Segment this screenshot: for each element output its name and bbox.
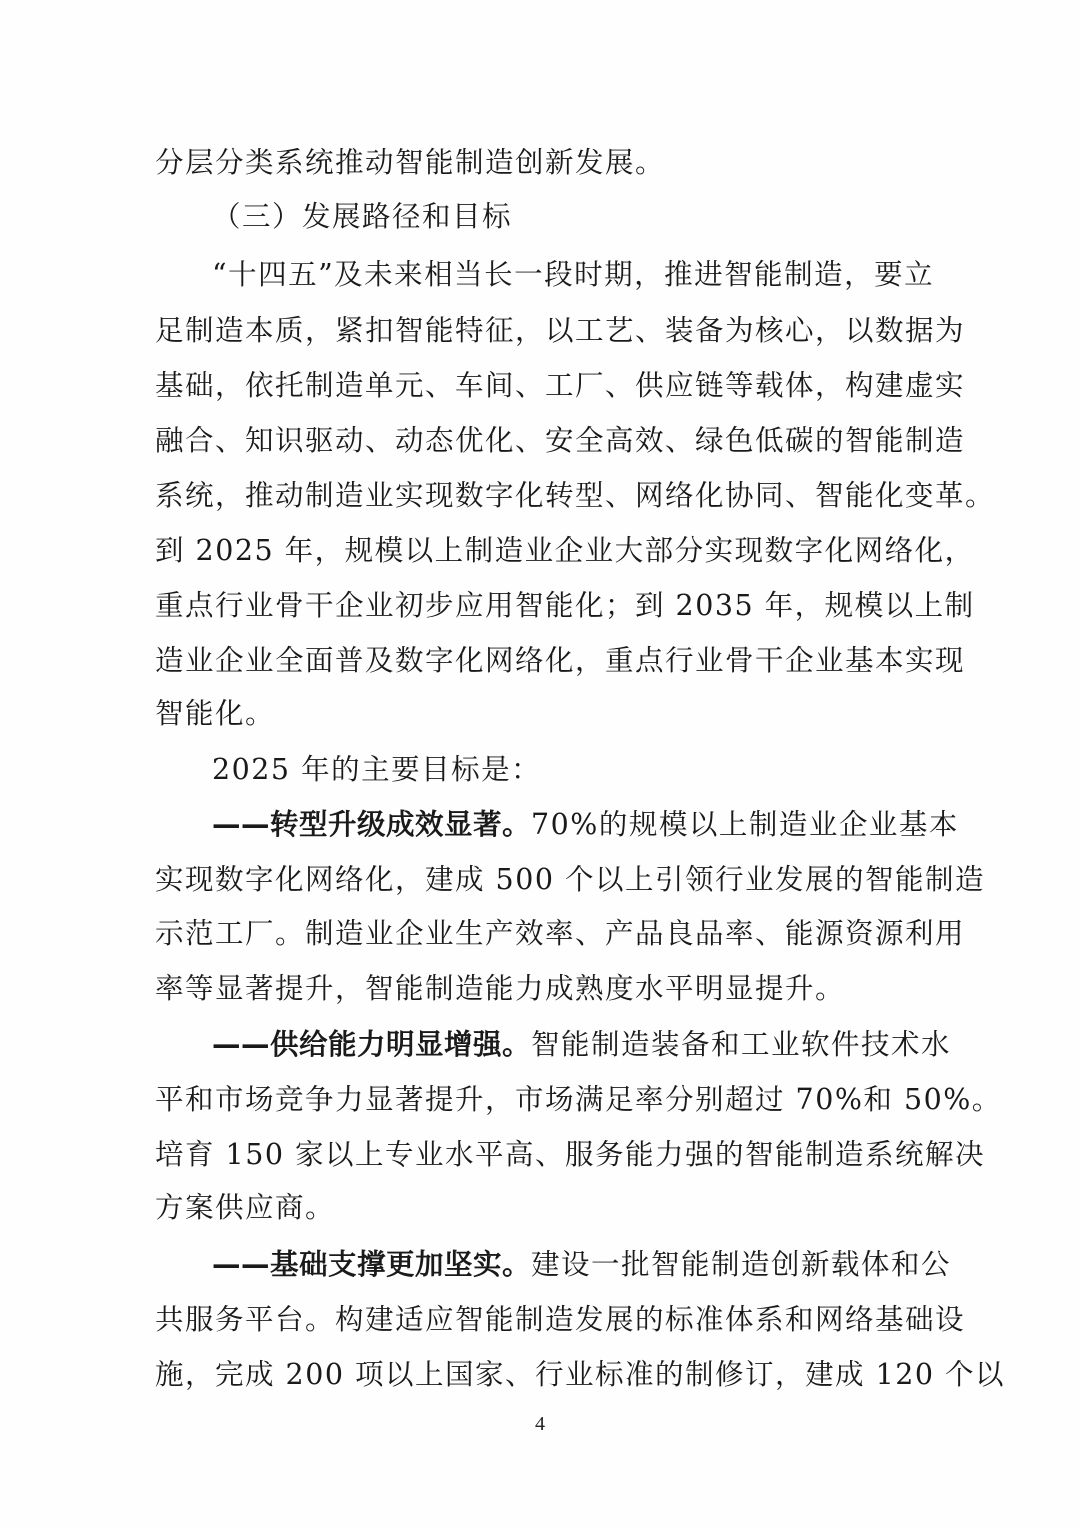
paragraph-line: 造业企业全面普及数字化网络化，重点行业骨干企业基本实现 (155, 644, 966, 677)
paragraph-line: 分层分类系统推动智能制造创新发展。 (155, 146, 666, 179)
paragraph-line: 融合、知识驱动、动态优化、安全高效、绿色低碳的智能制造 (155, 424, 966, 457)
paragraph-line: 基础，依托制造单元、车间、工厂、供应链等载体，构建虚实 (155, 369, 966, 402)
goal-1-title: ——转型升级成效显著。 (212, 808, 532, 841)
goal-1-line (212, 805, 959, 845)
goal-3-title: ——基础支撑更加坚实。 (212, 1248, 532, 1281)
paragraph-line: 实现数字化网络化，建成 500 个以上引领行业发展的智能制造 (155, 863, 986, 896)
goal-3-line (212, 1245, 952, 1285)
goal-2-text: 智能制造装备和工业软件技术水 (531, 1028, 952, 1061)
paragraph-line: 足制造本质，紧扣智能特征，以工艺、装备为核心，以数据为 (155, 314, 966, 347)
section-heading: （三）发展路径和目标 (212, 200, 513, 233)
paragraph-line: 智能化。 (155, 697, 276, 730)
paragraph-line: 率等显著提升，智能制造能力成熟度水平明显提升。 (155, 972, 846, 1005)
goal-2-title: ——供给能力明显增强。 (212, 1028, 532, 1061)
paragraph-line: “十四五”及未来相当长一段时期，推进智能制造，要立 (212, 258, 935, 291)
page-number: 4 (535, 1413, 545, 1435)
goals-intro: 2025 年的主要目标是： (212, 753, 542, 786)
goal-3-text: 建设一批智能制造创新载体和公 (531, 1248, 952, 1281)
paragraph-line: 示范工厂。制造业企业生产效率、产品良品率、能源资源利用 (155, 917, 966, 950)
paragraph-line: 到 2025 年，规模以上制造业企业大部分实现数字化网络化， (155, 534, 975, 567)
goal-2-line (212, 1025, 952, 1065)
paragraph-line: 施，完成 200 项以上国家、行业标准的制修订，建成 120 个以 (155, 1358, 1006, 1391)
goal-1-text: 70%的规模以上制造业企业基本 (531, 808, 959, 841)
paragraph-line: 系统，推动制造业实现数字化转型、网络化协同、智能化变革。 (155, 479, 996, 512)
paragraph-line: 重点行业骨干企业初步应用智能化；到 2035 年，规模以上制 (155, 589, 975, 622)
paragraph-line: 培育 150 家以上专业水平高、服务能力强的智能制造系统解决 (155, 1138, 986, 1171)
paragraph-line: 平和市场竞争力显著提升，市场满足率分别超过 70%和 50%。 (155, 1083, 1002, 1116)
paragraph-line: 方案供应商。 (155, 1191, 336, 1224)
paragraph-line: 共服务平台。构建适应智能制造发展的标准体系和网络基础设 (155, 1303, 966, 1336)
